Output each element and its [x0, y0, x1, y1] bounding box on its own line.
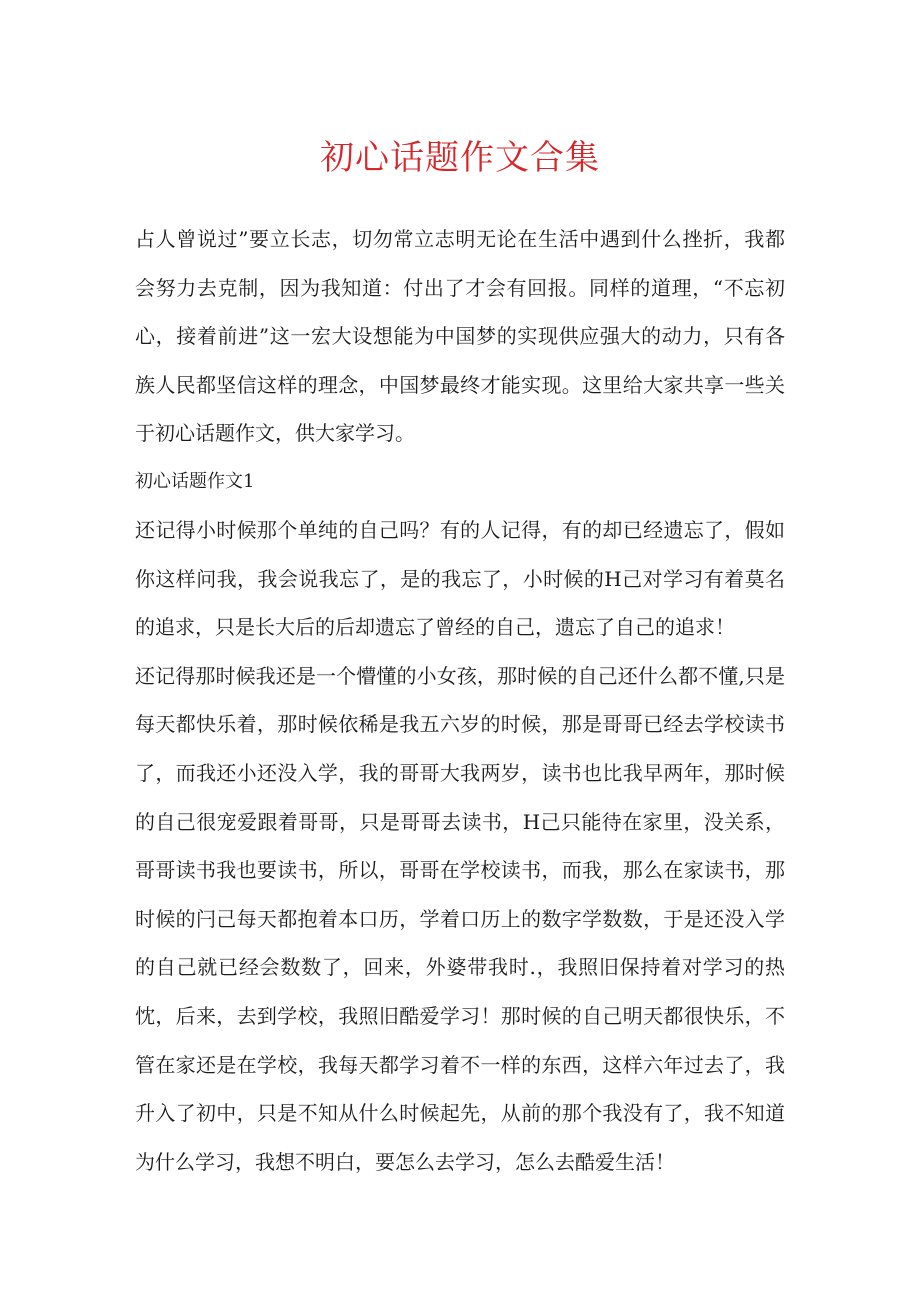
- essay-1-paragraph-1: 还记得小时候那个单纯的自己吗？有的人记得，有的却已经遗忘了，假如你这样问我，我会说我忘了，是的我忘了，小时候的H己对学习有着莫名的追求，只是长大后的后却遗忘了曾经的自己，遗忘了自己的追求！: [135, 517, 785, 640]
- essay-1-paragraph-2: 还记得那时候我还是一个懵懂的小女孩，那时候的自己还什么都不懂,只是每天都快乐着，那时候依稀是我五六岁的时候，那是哥哥已经去学校读书了，而我还小还没入学，我的哥哥大我两岁，读书也比我早两年，那时候的自己很宠爱跟着哥哥，只是哥哥去读书，H己只能待在家里，没关系，哥哥读书我也要读书，所以，哥哥在学校读书，而我，那么在家读书，那时候的闩己每天都抱着本口历，学着口历上的数字学数数，于是还没入学的自己就已经会数数了，回来，外婆带我时.，我照旧保持着对学习的热忱，后来，去到学校，我照旧酷爱学习！那时候的自己明天都很快乐，不管在家还是在学校，我每天都学习着不一样的东西，这样六年过去了，我升入了初中，只是不知从什么时候起先，从前的那个我没有了，我不知道为什么学习，我想不明白，要怎么去学习，怎么去酷爱生活！: [135, 663, 785, 1174]
- document-body: [135, 215, 785, 1186]
- intro-paragraph: 占人曾说过”要立长志，切勿常立志明无论在生活中遇到什么挫折，我都会努力去克制，因为我知道：付出了才会有回报。同样的道理，“不忘初心，接着前进”这一宏大设想能为中国梦的实现供应强大的动力，只有各族人民都坚信这样的理念，中国梦最终才能实现。这里给大家共享一些关于初心话题作文，供大家学习。: [135, 227, 785, 446]
- essay-1-heading: 初心话题作文1: [135, 470, 255, 492]
- document-title: 初心话题作文合集: [320, 138, 600, 178]
